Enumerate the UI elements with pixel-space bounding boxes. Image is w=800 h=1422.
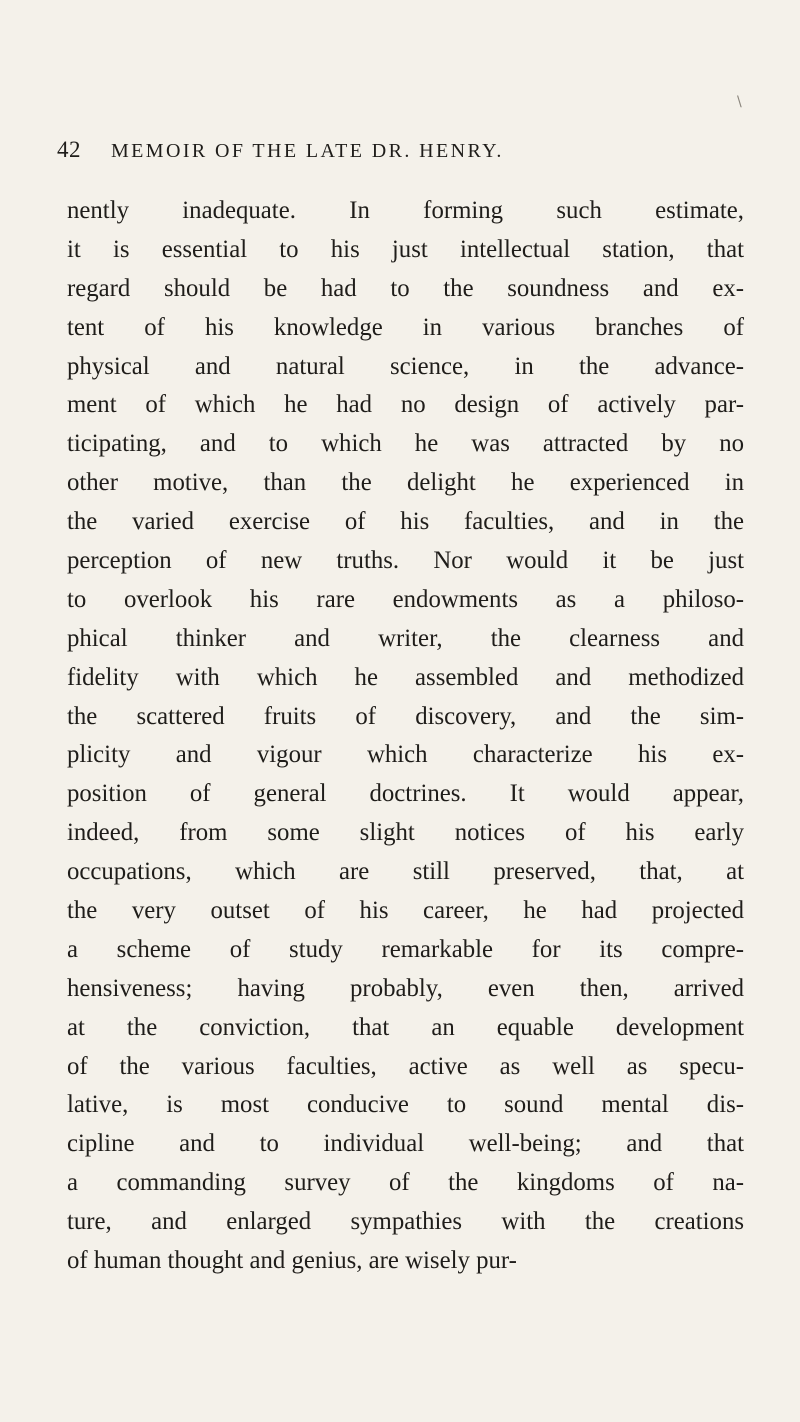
text-line: cipline and to individual well-being; and that: [67, 1130, 744, 1158]
text-line: it is essential to his just intellectual station, that: [67, 235, 744, 263]
text-line: hensiveness; having probably, even then, arrived: [67, 974, 744, 1002]
text-line: to overlook his rare endowments as a philoso-: [67, 585, 744, 613]
text-line: tent of his knowledge in various branches of: [67, 313, 744, 341]
text-line: ment of which he had no design of actively par-: [67, 391, 744, 419]
text-line: physical and natural science, in the advance-: [67, 352, 744, 380]
text-line: occupations, which are still preserved, that, at: [67, 858, 744, 886]
text-line: ture, and enlarged sympathies with the creations: [67, 1208, 744, 1236]
page-number: 42: [57, 137, 81, 162]
text-line: of the various faculties, active as well as specu-: [67, 1052, 744, 1080]
text-line: indeed, from some slight notices of his early: [67, 819, 744, 847]
text-line: the scattered fruits of discovery, and the sim-: [67, 702, 744, 730]
text-line: a commanding survey of the kingdoms of na-: [67, 1169, 744, 1197]
printer-mark: \: [737, 94, 742, 110]
text-line: nently inadequate. In forming such estimate,: [67, 197, 744, 224]
text-line: perception of new truths. Nor would it be just: [67, 547, 744, 575]
text-line: phical thinker and writer, the clearness and: [67, 624, 744, 652]
text-line: a scheme of study remarkable for its compre-: [67, 935, 744, 963]
text-line: position of general doctrines. It would appear,: [67, 780, 744, 808]
text-line: of human thought and genius, are wisely pur-: [67, 1247, 517, 1275]
text-line: lative, is most conducive to sound mental dis-: [67, 1091, 744, 1119]
running-head: MEMOIR OF THE LATE DR. HENRY.: [111, 140, 504, 162]
text-line: fidelity with which he assembled and methodized: [67, 663, 744, 691]
text-line: the very outset of his career, he had projected: [67, 897, 744, 925]
text-line: the varied exercise of his faculties, and in the: [67, 508, 744, 536]
text-line: other motive, than the delight he experienced in: [67, 469, 744, 497]
page-header: [57, 137, 757, 177]
body-paragraph: [67, 192, 744, 1281]
text-line: plicity and vigour which characterize his ex-: [67, 741, 744, 769]
text-line: regard should be had to the soundness and ex-: [67, 274, 744, 302]
text-line: ticipating, and to which he was attracted by no: [67, 430, 744, 458]
text-line: at the conviction, that an equable development: [67, 1013, 744, 1041]
